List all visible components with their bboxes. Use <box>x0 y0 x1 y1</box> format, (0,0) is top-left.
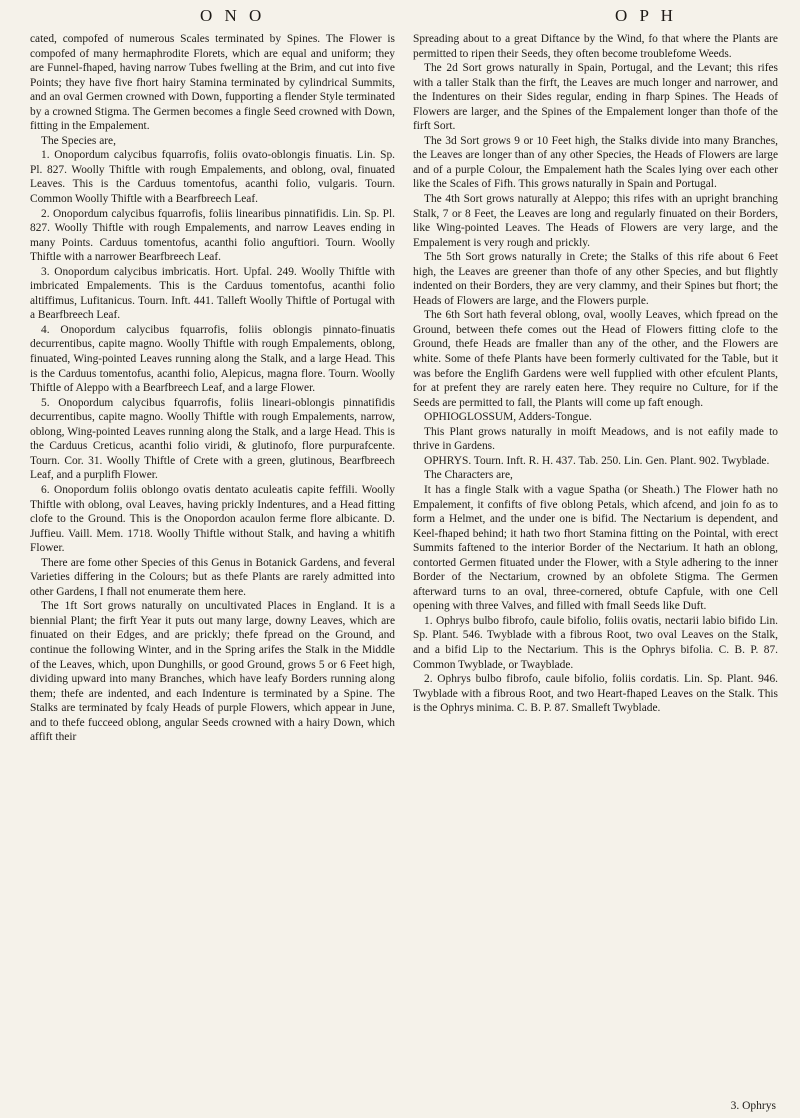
running-header <box>30 0 778 32</box>
paragraph: The 5th Sort grows naturally in Crete; the Stalks of this rife about 6 Feet high, the Leaves are greener than thofe of any other Species, and but flightly indented on their Borders, they are very clammy, and their Spines but fhort; the Heads of Flowers are large, and the Flowers purple. <box>413 251 778 307</box>
header-right: O P H <box>615 6 677 25</box>
paragraph: The 4th Sort grows naturally at Aleppo; this rifes with an upright branching Stalk, 7 or 8 Feet, the Leaves are long and regularly finuated on their Borders, like Wing-pointed Leaves. The Heads of Flowers are very large, and the Empalement is very rough and prickly. <box>413 193 778 249</box>
section-heading: OPHIOGLOSSUM, Adders-Tongue. <box>424 411 592 424</box>
paragraph: There are fome other Species of this Genus in Botanick Gardens, and feveral Varieties differing in the Colours; but as thefe Plants are rarely admitted into other Gardens, I fhall not enumerate them here. <box>30 556 395 598</box>
left-column <box>30 32 395 745</box>
paragraph: It has a fingle Stalk with a vague Spatha (or Sheath.) The Flower hath no Empalement, it confifts of five oblong Petals, which afcend, and join fo as to form a Helmet, and the under one is bifid. The Nectarium is dependent, and Keel-fhaped behind; it hath two fhort Stamina fitting on the Pointal, with erect Summits faftened to the interior Border of the Nectarium. It hath an oblong, contorted Germen fituated under the Flower, with a Style adhering to the inner Border of the Nectarium, crowned by an obfolete Stigma. The Germen afterward turns to an oval, three-cornered, obtufe Capfule, with one Cell opening with three Valves, and filled with fmall Seeds like Duft. <box>413 483 778 613</box>
paragraph: 3. Onopordum calycibus imbricatis. Hort. Upfal. 249. Woolly Thiftle with imbricated Empalements. This is the Carduus tomentofus, acanthi folio altiffimus, Lufitanicus. Tourn. Inft. 441. Talleft Woolly Thiftle of Portugal with a Bearfbreech Leaf. <box>30 265 395 322</box>
paragraph: Spreading about to a great Diftance by the Wind, fo that where the Plants are permitted to ripen their Seeds, they often become troublefome Weeds. <box>413 33 778 60</box>
paragraph: 1. Onopordum calycibus fquarrofis, foliis ovato-oblongis finuatis. Lin. Sp. Pl. 827. Woolly Thiftle with rough Empalements, and oblong, oval, finuated Leaves. This is the Carduus tomentofus, acanthi folio, vulgaris. Tourn. Common Woolly Thiftle with a Bearfbreech Leaf. <box>30 149 395 206</box>
paragraph: The Characters are, <box>424 469 513 482</box>
paragraph: This Plant grows naturally in moift Meadows, and is not eafily made to thrive in Gardens. <box>413 425 778 453</box>
paragraph: 2. Ophrys bulbo fibrofo, caule bifolio, foliis cordatis. Lin. Sp. Plant. 946. Twyblade with a fibrous Root, and two Heart-fhaped Leaves on the Stalk. This is the Ophrys minima. C. B. P. 87. Smalleft Twyblade. <box>413 673 778 715</box>
paragraph: 6. Onopordum foliis oblongo ovatis dentato aculeatis capite feffili. Woolly Thiftle with oblong, oval Leaves, having prickly Indentures, and a Head fitting clofe to the Ground. This is the Onopordon acaulon ferme flore albicante. D. Juffieu. Vaill. Mem. 1718. Woolly Thiftle without Stalk, and having a whitifh Flower. <box>30 483 395 555</box>
right-column <box>413 32 778 745</box>
paragraph: The 1ft Sort grows naturally on uncultivated Places in England. It is a biennial Plant; the firft Year it puts out many large, downy Leaves, which are finuated on their Edges, and are prickly; thefe fpread on the Ground, and continue the following Winter, and in the Spring arifes the Stalk in the Middle of the Leaves, which, upon Dunghills, or good Ground, grows 5 or 6 Feet high, dividing upward into many Branches, which have leafy Borders running along them; thefe are indented, and each Indenture is terminated by a Spine. The Stalks are terminated by fcaly Heads of purple Flowers, which appear in June, and to thefe fucceed oblong, angular Seeds crowned with a hairy Down, which affift their <box>30 600 395 744</box>
paragraph: The Species are, <box>41 134 116 147</box>
paragraph: 2. Onopordum calycibus fquarrofis, foliis linearibus pinnatifidis. Lin. Sp. Pl. 827. Woolly Thiftle with rough Empalements, and narrow Leaves ending in many Points. Carduus tomentofus, acanthi folio anguftiori. Tourn. Woolly Thiftle with a narrower Bearfbreech Leaf. <box>30 207 395 264</box>
header-left: O N O <box>200 6 266 25</box>
paragraph: cated, compofed of numerous Scales terminated by Spines. The Flower is compofed of many hermaphrodite Florets, which are equal and uniform; they are Funnel-fhaped, having narrow Tubes fwelling at the Brim, and cut into five Points; they have five fhort hairy Stamina terminated by cylindrical Summits, and an oval Germen crowned with Down, fupporting a flender Style terminated by a crowned Stigma. The Germen becomes a fingle Seed crowned with Down, fitting in the Empalement. <box>30 33 395 133</box>
paragraph: 5. Onopordum calycibus fquarrofis, foliis lineari-oblongis pinnatifidis decurrentibus, capite magno. Woolly Thiftle with rough Empalements, narrow, oblong, Wing-pointed Leaves running along the Stalk, and a large Head. This is the Carduus Creticus, acanthi folio viridi, & glutinofo, flore purpurafcente. Tourn. Cor. 31. Woolly Thiftle of Crete with a green, glutinous, Bearfbreech Leaf, and a purplifh Flower. <box>30 396 395 482</box>
section-heading: OPHRYS. Tourn. Inft. R. H. 437. Tab. 250. Lin. Gen. Plant. 902. Twyblade. <box>424 454 770 467</box>
paragraph: 1. Ophrys bulbo fibrofo, caule bifolio, foliis ovatis, nectarii labio bifido Lin. Sp. Plant. 546. Twyblade with a fibrous Root, two oval Leaves on the Stalk, and a bifid Lip to the Nectarium. This is the Ophrys bifolia. C. B. P. 87. Common Twyblade, or Twayblade. <box>413 614 778 671</box>
paragraph: 4. Onopordum calycibus fquarrofis, foliis oblongis pinnato-finuatis decurrentibus, capite magno. Woolly Thiftle with rough Empalements, oblong, finuated, Wing-pointed Leaves running along the Stalk, and a large Head. This is the Carduus tomentofus, acanthi folio, Alepicus, magna flore. Tourn. Woolly Thiftle of Aleppo with a Bearfbreech Leaf, and a large Flower. <box>30 323 395 395</box>
paragraph: The 3d Sort grows 9 or 10 Feet high, the Stalks divide into many Branches, the Leaves are longer than of any other Species, the Heads of Flowers are large and of a purple Colour, the Empalement hath the Scales lying over each other like the Scales of Fifh. This grows naturally in Spain and Portugal. <box>413 134 778 191</box>
paragraph: The 6th Sort hath feveral oblong, oval, woolly Leaves, which fpread on the Ground, between thefe comes out the Head of Flowers fitting clofe to the Ground, thefe Heads are fmaller than any of the other, and the Flowers are white. Some of thefe Plants have been formerly cultivated for the Table, but it was before the Englifh Gardens were well fupplied with other efculent Plants, for at prefent they are rarely eaten here. They require no Culture, for if the Seeds are permitted to fall, the Plants will come up faft enough. <box>413 309 778 409</box>
paragraph: The 2d Sort grows naturally in Spain, Portugal, and the Levant; this rifes with a taller Stalk than the firft, the Leaves are much longer and narrower, and the Indentures on their Sides regular, ending in fharp Spines. The Heads of Flowers are larger, and the Spines of the Empalement longer than thofe of the firft Sort. <box>413 62 778 133</box>
text-columns <box>30 32 778 745</box>
catchword: 3. Ophrys <box>730 1100 776 1112</box>
